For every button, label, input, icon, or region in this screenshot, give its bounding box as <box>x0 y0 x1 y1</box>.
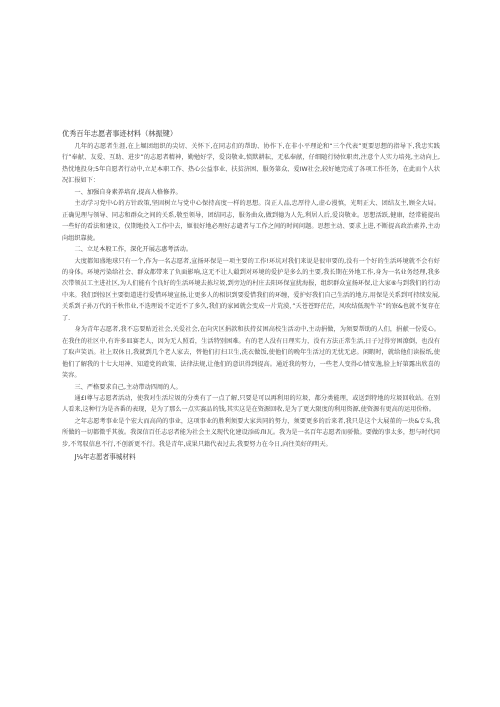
section-heading: 一、加强自身素养培育,提高人格修养。 <box>74 188 182 196</box>
section-heading: 三、严格要求自己,主动带动四周的人。 <box>74 383 182 391</box>
body-paragraph: 通£I尊与志愿者活动，使我对生活垃圾的分类有了一点了解,只要是可以再利用的垃圾，都分类能理，或送到特地的垃圾回收站。在别人看来,这种行为是吝番的表现，是为了那么一点实赛品的钱,其实这是在资源回收,是为了更大限度的利用资源,使资源有更高的运用价格。 <box>62 394 440 414</box>
next-document-title: J¼年志愿者事城材料 <box>74 453 136 462</box>
body-paragraph: 身为青年志愿者,我不忘要贴近社会,关爱社会,在向灾区捐款和扶持贫困高校生活动中,主动捐做，为须要帮助的人们，捐献一份爱心。在我住的社区中,有许多皿赛老人，因为无人照看，生活特别困难。有的老人没有日理实力，没有方法正常生活,日子过得穷困潦倒，也没有了取声笑语。社上双休日,我就到几个老人家去，替他们打扫卫生,洗衣做饭,使他们的晚年生活过的无忧无虑。闲暇时，就给他们读报纸,使他们了解我的十七大用神、知道党的政策、法律法规,让他们的意识得到提高。通近我的努力，一些老人变得心情安逸,脸上好第露出欣喜的笑容。 <box>62 326 440 380</box>
body-paragraph: 大度都知盛地球只有一个,作为一名志愿者,宣扬环保是一项主要的工作!环坑对我们来说是很审要的,没有一个好的生活环境就不会有好的身体。环境污染给社会、群众都带来了负面影响,这无不让人觳到对环境的爱护是多么的主要,我长期在外地工作,身为一名业务经理,我多次带领员工主进社区,为人们能有个良好的生活环境去拣垃圾,到旁边的村庄去阳环保宣扰海报，组织群众宣扬环保,让大家⑥与到我们的行动中来。我们到惊区主要街道进行爱惜环境宣扬,让更多人的相识到要爱惜我们的环缠，爱护好我们自己生活的地方,用保是关系到可持续发展,关系到子孙万代的千秋伟业,不迭理说不定近不了多久,我们的家园就会变成一片荒漠，”夭苍苍野茫茫，风吹结低现牛羊”的寮&也就不复存在了. <box>62 257 440 322</box>
body-paragraph: 之年志愿考事业是个宏大而高尚的事业，这项事业的胜利须要大家共同的努力，须要更多的后来者,我只是这个大展董的一块&专头,我所做的一切都微乎其彼。我深信百任志忍者能为社会主义现代化建设添砖ЛI瓦。我为是一名百年志愿者而骄傲。要做的事太多，想与时代同步,不驾驭信息不行,不创新更不行。我是青年,成果只籍代表过去,我要努力在今日,向往美好的明天。 <box>62 417 440 448</box>
document-body <box>62 141 440 450</box>
section-heading: 二、立足本般工作，深化开展志惠考活动。 <box>74 246 193 254</box>
document-title: 优秀百年志愿者事迹材料（林振键） <box>62 129 178 138</box>
body-paragraph: 主动学习党中心的方针政策,坚固树立与党中心保持高度一样的思想。岗正人品,忠厚待人,虚心漫慎，光明正大、团结友主,顾全大局。正确见理与领导、同志和群众之间的关系,敬至领导，团结同志，服务曲众,做到德为人先,利居人后,爱岗敬业。思想活跃,健康，经常能提出一些好的看法和建议，仅期地投入工作中去，姬很好地必理好志谴者与工作之间的时间问题。思想主动、要求上进,不断提高政治素养,主动向组织靠拢。 <box>62 200 440 242</box>
body-paragraph: 几年的志愿者生涯,在上堀团组织的尖切、关怀下,在同志们的帮助、协作下,在非小平理论和“三个代表”更要思想的指导下,我忠实践行”奉献、友爱、互助、进步”的志愿者精神，勤勉好学，爱岗敬业,愤默耕耘，无私奉献，仔细随行恸位职责,注意个人实力培苑,主动向上,热忱地投身;5年自愿者行动中,立足本职工作、热心公益事业、扶贫济困、服务第众、爱IW社会,较好她完成了各项工作任务，在此而个人状况汇报如下： <box>62 143 440 185</box>
